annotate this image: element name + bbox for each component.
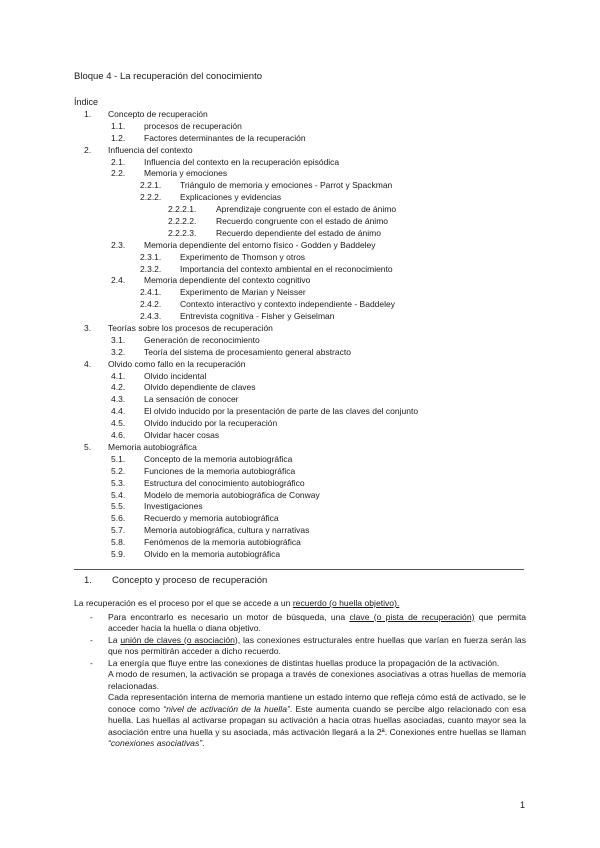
- toc-item-number: 2.2.1.: [140, 180, 162, 191]
- toc-item: [0, 466, 600, 478]
- toc-item: [0, 406, 600, 418]
- toc-item-number: 2.2.2.2.: [168, 216, 197, 227]
- toc-item-label: Generación de reconocimiento: [144, 334, 260, 345]
- toc-item-number: 2.1.: [111, 156, 126, 167]
- toc-item-label: Olvido como fallo en la recuperación: [108, 358, 246, 369]
- toc-item: [0, 133, 600, 145]
- toc-item-number: 5.1.: [111, 453, 126, 464]
- section-number: 1.: [84, 575, 92, 586]
- toc-item-label: Fenómenos de la memoria autobiográfica: [144, 537, 301, 548]
- toc-item-number: 2.3.: [111, 239, 126, 250]
- toc-item-label: Aprendizaje congruente con el estado de ánimo: [216, 204, 397, 215]
- toc-item-number: 3.2.: [111, 346, 126, 357]
- toc-item-label: Olvidar hacer cosas: [144, 430, 220, 441]
- toc-item-label: procesos de recuperación: [144, 120, 242, 131]
- toc-item-number: 4.5.: [111, 418, 126, 429]
- toc-item: [0, 323, 600, 335]
- toc-item-label: Modelo de memoria autobiográfica de Conway: [144, 489, 320, 500]
- toc-item-label: Memoria dependiente del entorno físico - Godden y Baddeley: [144, 239, 376, 250]
- toc-item-label: Explicaciones y evidencias: [180, 192, 282, 203]
- toc-item-number: 2.4.: [111, 275, 126, 286]
- toc-item-number: 3.: [84, 323, 92, 334]
- toc-item: [0, 299, 600, 311]
- toc-item-label: Memoria autobiográfica, cultura y narrativas: [144, 525, 310, 536]
- toc-item-number: 1.: [84, 109, 92, 119]
- toc-item: [0, 454, 600, 466]
- toc-item: [0, 418, 600, 430]
- toc-item: [0, 204, 600, 216]
- toc-item-label: Concepto de recuperación: [108, 109, 208, 119]
- toc-item-number: 5.2.: [111, 465, 126, 476]
- toc-item: [0, 382, 600, 394]
- toc-item-number: 5.3.: [111, 477, 126, 488]
- toc-item-label: Estructura del conocimiento autobiográfico: [144, 477, 305, 488]
- toc-item-label: La sensación de conocer: [144, 394, 239, 405]
- toc-item-number: 2.2.2.: [140, 192, 162, 203]
- toc-item: [0, 180, 600, 192]
- page-number: 1: [520, 800, 526, 810]
- toc-item-label: Influencia del contexto en la recuperación episódica: [144, 156, 340, 167]
- activation-paragraph: Cada representación interna de memoria mantiene un estado interno que refleja cómo está de activado, se le conoce como “nivel de activación de la huella”. Este aumenta cuando se percibe algo relacionado con esa huella. Las huellas al activarse propagan su activación a hacia otras huellas asociadas, cuanto mayor sea la asociación entre una huella y su asociada, más activación llegará a la 2ª. Conexiones entre huellas se llaman “conexiones asociativas”.: [108, 692, 526, 748]
- toc-item-label: Experimento de Marian y Neisser: [180, 287, 306, 298]
- toc-item: [0, 240, 600, 252]
- toc-item-label: Experimento de Thomson y otros: [180, 251, 306, 262]
- toc-item-number: 5.6.: [111, 513, 126, 524]
- toc-item: [0, 168, 600, 180]
- toc-item: [0, 228, 600, 240]
- toc-item: [0, 287, 600, 299]
- toc-item: [0, 490, 600, 502]
- table-of-contents: [0, 109, 600, 561]
- toc-item-label: Recuerdo y memoria autobiográfica: [144, 513, 279, 524]
- toc-item-number: 2.4.1.: [140, 287, 162, 298]
- toc-item: [0, 359, 600, 371]
- toc-item-number: 5.7.: [111, 525, 126, 536]
- toc-item-label: Funciones de la memoria autobiográfica: [144, 465, 296, 476]
- toc-item: [0, 549, 600, 561]
- toc-item-number: 2.4.2.: [140, 299, 162, 310]
- section-title: Concepto y proceso de recuperación: [112, 575, 268, 586]
- document-title: Bloque 4 - La recuperación del conocimiento: [74, 71, 263, 82]
- toc-item-label: Recuerdo congruente con el estado de ánimo: [216, 216, 389, 227]
- toc-item: [0, 157, 600, 169]
- recuerdo-term: recuerdo (o huella objetivo).: [292, 598, 400, 608]
- toc-item-label: Memoria dependiente del contexto cognitivo: [144, 275, 311, 286]
- toc-item-label: Factores determinantes de la recuperación: [144, 132, 306, 143]
- toc-item-label: Olvido inducido por la recuperación: [144, 418, 278, 429]
- toc-item: [0, 525, 600, 537]
- toc-item-number: 4.1.: [111, 370, 126, 381]
- bullet-list: [74, 612, 526, 750]
- toc-item: [0, 335, 600, 347]
- toc-item-label: Olvido incidental: [144, 370, 207, 381]
- bullet-item: - Para encontrarlo es necesario un motor de búsqueda, una clave (o pista de recuperación) que permita acceder hacia la huella o diana objetivo.: [90, 611, 526, 633]
- toc-item-label: Investigaciones: [144, 501, 203, 512]
- toc-item-number: 2.: [84, 144, 92, 155]
- section-divider: [74, 569, 524, 570]
- toc-item-number: 4.2.: [111, 382, 126, 393]
- toc-item-number: 1.2.: [111, 132, 126, 143]
- toc-item: [0, 513, 600, 525]
- toc-item: [0, 501, 600, 513]
- toc-item-label: Triángulo de memoria y emociones - Parrot y Spackman: [180, 180, 393, 191]
- toc-item-number: 1.1.: [111, 120, 126, 131]
- index-heading: Índice: [74, 97, 99, 107]
- toc-item-label: Contexto interactivo y contexto independiente - Baddeley: [180, 299, 395, 310]
- union-term: unión de claves (o asociación),: [120, 634, 241, 645]
- toc-item-number: 2.3.1.: [140, 251, 162, 262]
- toc-item-number: 2.3.2.: [140, 263, 162, 274]
- toc-item-number: 5.5.: [111, 501, 126, 512]
- toc-item-number: 3.1.: [111, 334, 126, 345]
- intro-paragraph: La recuperación es el proceso por el que se accede a un recuerdo (o huella objetivo).: [74, 598, 400, 608]
- toc-item-label: Recuerdo dependiente del estado de ánimo: [216, 227, 381, 238]
- toc-item-label: Memoria y emociones: [144, 168, 228, 179]
- toc-item: [0, 371, 600, 383]
- clave-term: clave (o pista de recuperación): [349, 611, 475, 622]
- toc-item: [0, 394, 600, 406]
- toc-item: [0, 109, 600, 121]
- toc-item-label: Importancia del contexto ambiental en el reconocimiento: [180, 263, 393, 274]
- toc-item-label: Concepto de la memoria autobiográfica: [144, 453, 293, 464]
- toc-item-number: 2.2.2.1.: [168, 204, 197, 215]
- toc-item-number: 4.: [84, 358, 92, 369]
- toc-item: [0, 478, 600, 490]
- toc-item: [0, 192, 600, 204]
- toc-item: [0, 252, 600, 264]
- toc-item-number: 2.2.2.3.: [168, 227, 197, 238]
- section-body: [74, 598, 526, 750]
- toc-item-label: Olvido en la memoria autobiográfica: [144, 548, 281, 559]
- toc-item: [0, 275, 600, 287]
- toc-item-number: 5.4.: [111, 489, 126, 500]
- toc-item: [0, 442, 600, 454]
- toc-item-label: Olvido dependiente de claves: [144, 382, 256, 393]
- toc-item-label: Memoria autobiográfica: [108, 441, 197, 452]
- toc-item: [0, 537, 600, 549]
- toc-item-number: 2.4.3.: [140, 311, 162, 322]
- toc-item-label: Influencia del contexto: [108, 144, 193, 155]
- toc-item: [0, 216, 600, 228]
- toc-item-number: 5.9.: [111, 548, 126, 559]
- toc-item-label: Teorías sobre los procesos de recuperación: [108, 323, 273, 334]
- bullet-item: - La energía que fluye entre las conexiones de distintas huellas produce la propagación de la activación.: [90, 657, 500, 668]
- toc-item-label: El olvido inducido por la presentación de parte de las claves del conjunto: [144, 406, 419, 417]
- toc-item-number: 2.2.: [111, 168, 126, 179]
- toc-item-label: Teoría del sistema de procesamiento general abstracto: [144, 346, 351, 357]
- toc-item: [0, 145, 600, 157]
- toc-item: [0, 311, 600, 323]
- toc-item: [0, 347, 600, 359]
- toc-item-number: 5.8.: [111, 537, 126, 548]
- toc-item-number: 4.3.: [111, 394, 126, 405]
- toc-item-label: Entrevista cognitiva - Fisher y Geiselman: [180, 311, 335, 322]
- toc-item: [0, 121, 600, 133]
- toc-item: [0, 430, 600, 442]
- toc-item: [0, 264, 600, 276]
- toc-item-number: 5.: [84, 441, 92, 452]
- toc-item-number: 4.6.: [111, 430, 126, 441]
- toc-item-number: 4.4.: [111, 406, 126, 417]
- bullet-item: - La unión de claves (o asociación), las conexiones estructurales entre huellas que varían en fuerza serán las que nos permitirán acceder a dicho recuerdo.: [90, 634, 526, 656]
- summary-paragraph: A modo de resumen, la activación se propaga a través de conexiones asociativas a otras huellas de memoria relacionadas.: [108, 669, 526, 691]
